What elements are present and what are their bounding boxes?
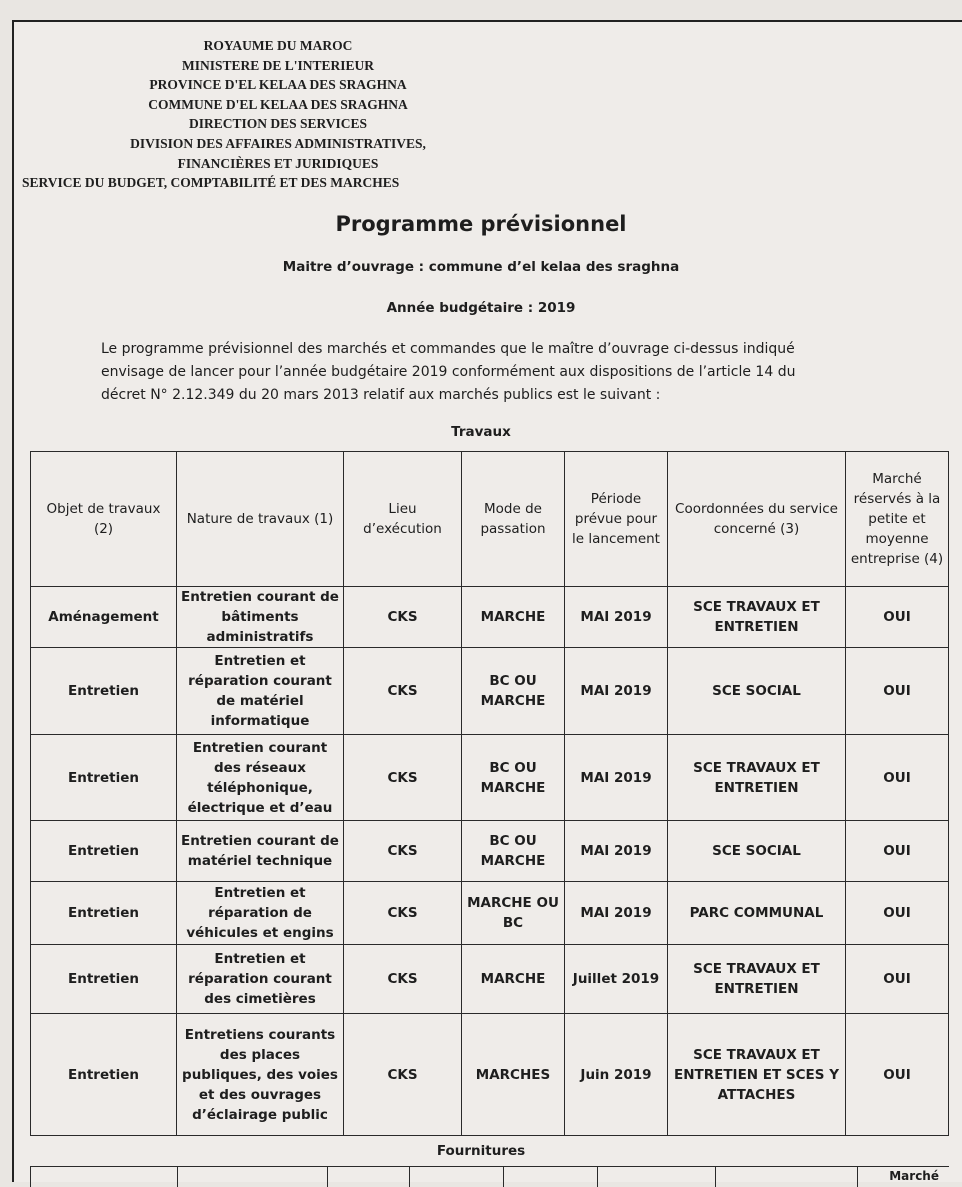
cell-mode: BC OU MARCHE bbox=[462, 648, 565, 735]
maitre-ouvrage: Maitre d’ouvrage : commune d’el kelaa des sraghna bbox=[282, 259, 680, 275]
cell-pme: OUI bbox=[846, 648, 949, 735]
column-divider bbox=[857, 1167, 858, 1187]
cell-mode: BC OU MARCHE bbox=[462, 821, 565, 882]
cell-pme: OUI bbox=[846, 945, 949, 1014]
cell-lieu: CKS bbox=[344, 735, 462, 821]
cell-mode: MARCHE bbox=[462, 945, 565, 1014]
cell-mode: MARCHES bbox=[462, 1014, 565, 1136]
cell-pme: OUI bbox=[846, 735, 949, 821]
table-row bbox=[31, 821, 949, 882]
cell-mode: MARCHE bbox=[462, 587, 565, 648]
header-line: SERVICE DU BUDGET, COMPTABILITÉ ET DES MARCHES bbox=[22, 175, 400, 191]
annee-budgetaire: Année budgétaire : 2019 bbox=[386, 300, 576, 316]
column-divider bbox=[597, 1167, 598, 1187]
table-row bbox=[31, 648, 949, 735]
cell-objet: Entretien bbox=[31, 821, 177, 882]
column-header: Période prévue pour le lancement bbox=[565, 452, 668, 587]
header-line: DIRECTION DES SERVICES bbox=[188, 116, 368, 132]
header-line: ROYAUME DU MAROC bbox=[203, 38, 353, 53]
header-line: MINISTERE DE L'INTERIEUR bbox=[181, 57, 375, 73]
intro-line: Le programme prévisionnel des marchés et commandes que le maître d’ouvrage ci-dessus indiqué bbox=[101, 341, 795, 357]
cell-periode: MAI 2019 bbox=[565, 882, 668, 945]
cell-service: SCE SOCIAL bbox=[668, 648, 846, 735]
column-divider bbox=[327, 1167, 328, 1187]
cell-objet: Entretien bbox=[31, 945, 177, 1014]
cell-pme: OUI bbox=[846, 1014, 949, 1136]
cell-lieu: CKS bbox=[344, 648, 462, 735]
cell-objet: Aménagement bbox=[31, 587, 177, 648]
table-row bbox=[31, 882, 949, 945]
column-divider bbox=[503, 1167, 504, 1187]
cell-nature: Entretien et réparation courant de matériel informatique bbox=[177, 648, 344, 735]
intro-line: décret N° 2.12.349 du 20 mars 2013 relatif aux marchés publics est le suivant : bbox=[101, 387, 661, 403]
intro-paragraph bbox=[101, 338, 861, 407]
cell-objet: Entretien bbox=[31, 1014, 177, 1136]
section-title-fournitures: Fournitures bbox=[436, 1143, 526, 1159]
cell-service: PARC COMMUNAL bbox=[668, 882, 846, 945]
cell-nature: Entretien et réparation de véhicules et engins bbox=[177, 882, 344, 945]
column-divider bbox=[177, 1167, 178, 1187]
section-title-travaux: Travaux bbox=[451, 424, 511, 440]
cell-periode: MAI 2019 bbox=[565, 648, 668, 735]
cell-objet: Entretien bbox=[31, 648, 177, 735]
column-header-partial: Marché bbox=[889, 1169, 939, 1183]
cell-service: SCE TRAVAUX ET ENTRETIEN bbox=[668, 587, 846, 648]
column-header: Marché réservés à la petite et moyenne entreprise (4) bbox=[846, 452, 949, 587]
cell-lieu: CKS bbox=[344, 821, 462, 882]
table-row bbox=[31, 735, 949, 821]
cell-periode: MAI 2019 bbox=[565, 735, 668, 821]
cell-objet: Entretien bbox=[31, 882, 177, 945]
table-row bbox=[31, 1014, 949, 1136]
administrative-header bbox=[22, 36, 518, 193]
cell-service: SCE TRAVAUX ET ENTRETIEN bbox=[668, 735, 846, 821]
column-header: Coordonnées du service concerné (3) bbox=[668, 452, 846, 587]
column-divider bbox=[715, 1167, 716, 1187]
cell-periode: MAI 2019 bbox=[565, 587, 668, 648]
column-header: Lieu d’exécution bbox=[344, 452, 462, 587]
table-row bbox=[31, 587, 949, 648]
cell-service: SCE SOCIAL bbox=[668, 821, 846, 882]
intro-line: envisage de lancer pour l’année budgétaire 2019 conformément aux dispositions de l’article 14 du bbox=[101, 364, 796, 380]
header-line: DIVISION DES AFFAIRES ADMINISTRATIVES, bbox=[130, 135, 426, 151]
cell-nature: Entretien et réparation courant des cimetières bbox=[177, 945, 344, 1014]
cell-nature: Entretien courant de bâtiments administratifs bbox=[177, 587, 344, 648]
cell-lieu: CKS bbox=[344, 587, 462, 648]
column-header: Objet de travaux (2) bbox=[31, 452, 177, 587]
cell-objet: Entretien bbox=[31, 735, 177, 821]
cell-periode: Juillet 2019 bbox=[565, 945, 668, 1014]
cell-service: SCE TRAVAUX ET ENTRETIEN bbox=[668, 945, 846, 1014]
table-row bbox=[31, 945, 949, 1014]
table-header-row bbox=[31, 452, 949, 587]
column-divider bbox=[409, 1167, 410, 1187]
cell-service: SCE TRAVAUX ET ENTRETIEN ET SCES Y ATTACHES bbox=[668, 1014, 846, 1136]
cell-nature: Entretien courant de matériel technique bbox=[177, 821, 344, 882]
cell-pme: OUI bbox=[846, 882, 949, 945]
fournitures-table-top bbox=[30, 1166, 949, 1187]
cell-nature: Entretiens courants des places publiques, des voies et des ouvrages d’éclairage public bbox=[177, 1014, 344, 1136]
cell-pme: OUI bbox=[846, 587, 949, 648]
column-header: Mode de passation bbox=[462, 452, 565, 587]
cell-lieu: CKS bbox=[344, 882, 462, 945]
cell-periode: Juin 2019 bbox=[565, 1014, 668, 1136]
cell-lieu: CKS bbox=[344, 945, 462, 1014]
cell-lieu: CKS bbox=[344, 1014, 462, 1136]
cell-pme: OUI bbox=[846, 821, 949, 882]
cell-mode: BC OU MARCHE bbox=[462, 735, 565, 821]
column-header: Nature de travaux (1) bbox=[177, 452, 344, 587]
header-line: COMMUNE D'EL KELAA DES SRAGHNA bbox=[148, 96, 408, 112]
header-line: FINANCIÈRES ET JURIDIQUES bbox=[177, 155, 379, 171]
document-title: Programme prévisionnel bbox=[335, 212, 627, 236]
travaux-table bbox=[30, 451, 949, 1136]
cell-nature: Entretien courant des réseaux téléphonique, électrique et d’eau bbox=[177, 735, 344, 821]
header-line: PROVINCE D'EL KELAA DES SRAGHNA bbox=[149, 77, 407, 93]
cell-periode: MAI 2019 bbox=[565, 821, 668, 882]
cell-mode: MARCHE OU BC bbox=[462, 882, 565, 945]
